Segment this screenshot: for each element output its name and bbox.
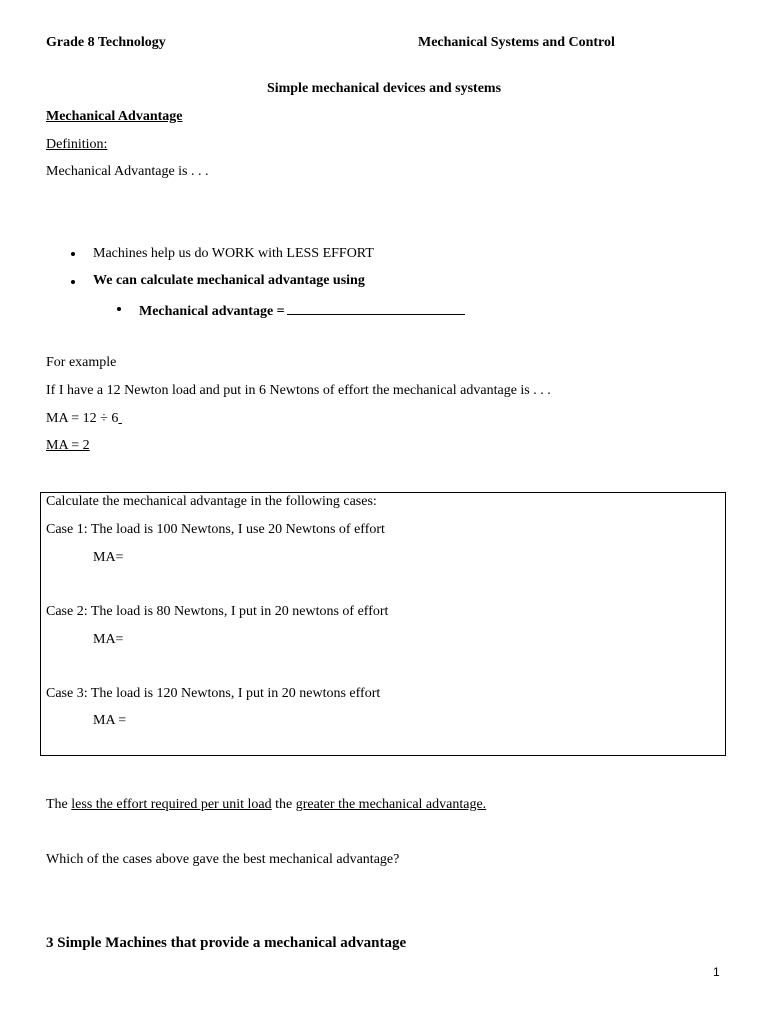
question-text: Which of the cases above gave the best mechanical advantage? [46,852,400,867]
bullet-item: Machines help us do WORK with LESS EFFORT [93,246,374,261]
header-course: Grade 8 Technology [46,35,166,50]
definition-label: Definition: [46,137,108,152]
case-3-text: Case 3: The load is 120 Newtons, I put in 20 newtons effort [46,686,381,701]
definition-text: Mechanical Advantage is . . . [46,164,209,179]
calc-trailing-underline [118,411,122,426]
exercise-instruction: Calculate the mechanical advantage in the following cases: [46,494,377,509]
case-3-answer-label: MA = [93,713,127,728]
example-text: If I have a 12 Newton load and put in 6 Newtons of effort the mechanical advantage is . . . [46,383,551,398]
conclusion-text: The [46,797,72,812]
page-title: Simple mechanical devices and systems [266,81,502,96]
example-intro: For example [46,355,117,370]
case-1-answer-label: MA= [93,550,124,565]
case-2-text: Case 2: The load is 80 Newtons, I put in 20 newtons of effort [46,604,389,619]
header-unit: Mechanical Systems and Control [418,35,615,50]
example-calculation [46,410,122,428]
conclusion-text: the [271,797,296,812]
sub-bullet-dot [117,307,121,311]
page-number: 1 [713,965,720,979]
formula-blank [287,300,465,315]
case-2-answer-label: MA= [93,632,124,647]
conclusion-sentence [46,796,486,814]
example-result: MA = 2 [46,438,90,453]
conclusion-underlined-phrase: less the effort required per unit load [71,797,272,812]
formula-label: Mechanical advantage = [139,304,285,319]
section-heading: Mechanical Advantage [46,109,183,124]
next-section-heading: 3 Simple Machines that provide a mechanical advantage [46,935,407,951]
bullet-item: We can calculate mechanical advantage using [93,273,365,288]
bullet-dot [71,252,75,256]
sub-bullet-item [139,300,465,321]
bullet-dot [71,280,75,284]
calc-text: MA = 12 ÷ 6 [46,411,119,426]
case-1-text: Case 1: The load is 100 Newtons, I use 20 Newtons of effort [46,522,385,537]
conclusion-underlined-phrase: greater the mechanical advantage. [295,797,487,812]
